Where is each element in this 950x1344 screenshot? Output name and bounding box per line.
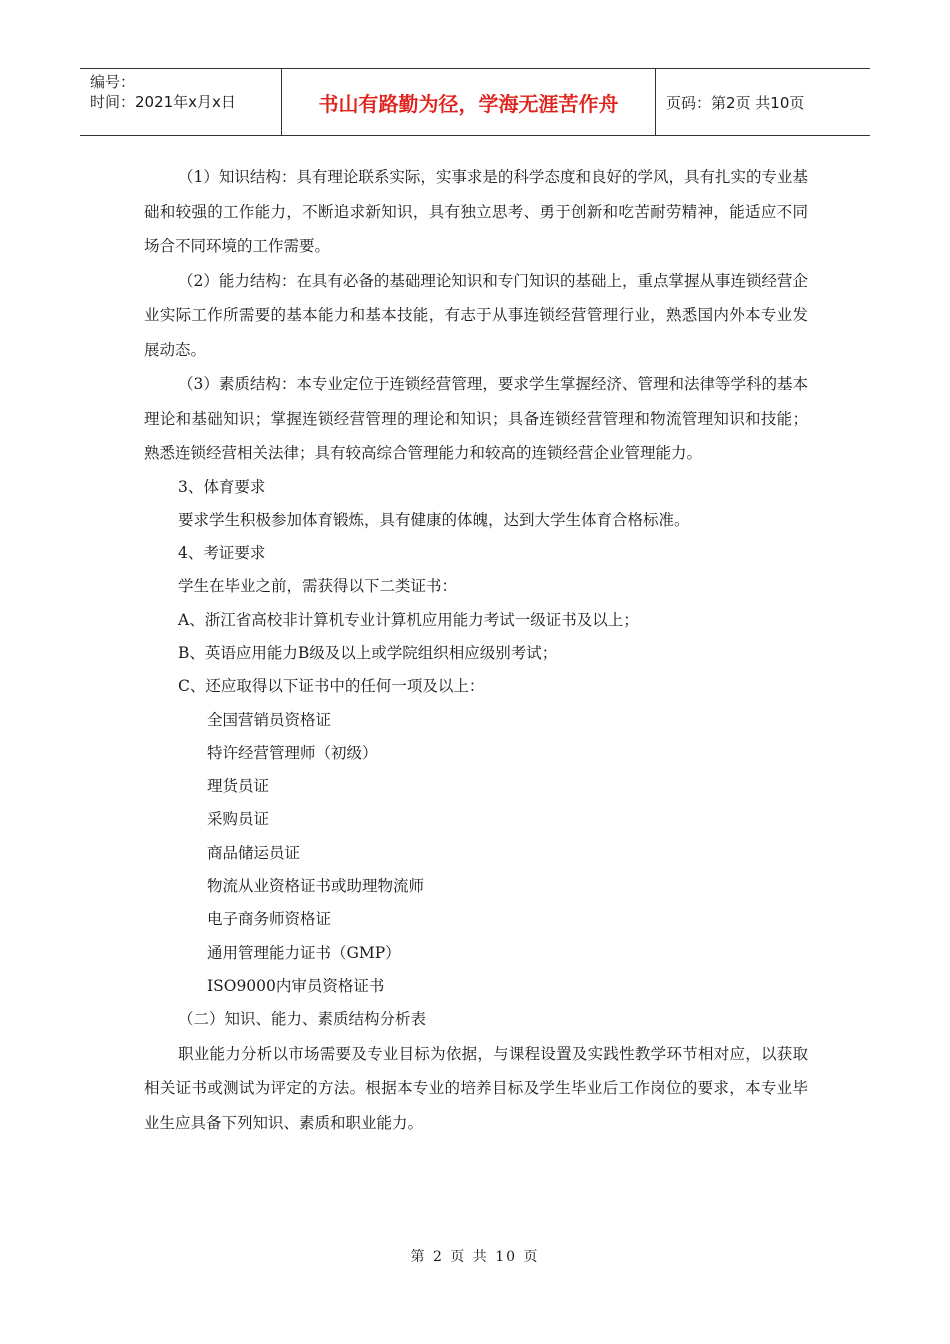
- header-page-info: 页码：第2页 共10页: [666, 93, 805, 112]
- document-body: [144, 160, 808, 1140]
- certificate-option: 理货员证: [207, 777, 270, 796]
- certificate-option: 通用管理能力证书（GMP）: [207, 943, 401, 962]
- certificate-option: 物流从业资格证书或助理物流师: [207, 877, 425, 896]
- paragraph-analysis: 职业能力分析以市场需要及专业目标为依据，与课程设置及实践性教学环节相对应，以获取相关证书或测试为评定的方法。根据本专业的培养目标及学生毕业后工作岗位的要求，本专业毕业生应具备下列知识、素质和职业能力。: [144, 1044, 808, 1132]
- page-header: [80, 68, 870, 136]
- paragraph-knowledge-structure: （1）知识结构：具有理论联系实际，实事求是的科学态度和良好的学风，具有扎实的专业基础和较强的工作能力，不断追求新知识，具有独立思考、勇于创新和吃苦耐劳精神，能适应不同场合不同环境的工作需要。: [144, 168, 808, 255]
- paragraph-quality-structure: （3）素质结构：本专业定位于连锁经营管理，要求学生掌握经济、管理和法律等学科的基本理论和基础知识；掌握连锁经营管理的理论和知识；具备连锁经营管理和物流管理知识和技能；熟悉连锁经营相关法律；具有较高综合管理能力和较高的连锁经营企业管理能力。: [144, 375, 808, 462]
- certificate-option: 商品储运员证: [207, 843, 301, 862]
- header-meta: [80, 69, 282, 135]
- page-footer: 第 2 页 共 10 页: [410, 1249, 540, 1265]
- certificate-option: 电子商务师资格证: [207, 910, 332, 929]
- paragraph-ability-structure: （2）能力结构：在具有必备的基础理论知识和专门知识的基础上，重点掌握从事连锁经营企业实际工作所需要的基本能力和基本技能，有志于从事连锁经营管理行业，熟悉国内外本专业发展动态。: [144, 271, 808, 359]
- heading-certificate-requirements: 4、考证要求: [178, 544, 266, 563]
- document-date: 时间：2021年x月x日: [90, 93, 236, 111]
- certificate-option: ISO9000内审员资格证书: [207, 976, 385, 995]
- heading-pe-requirements: 3、体育要求: [178, 477, 266, 496]
- certificate-item-c: C、还应取得以下证书中的任何一项及以上：: [178, 677, 485, 696]
- certificate-option: 采购员证: [207, 810, 270, 829]
- certificate-item-a: A、浙江省高校非计算机专业计算机应用能力考试一级证书及以上；: [178, 610, 639, 629]
- text-pe-requirements: 要求学生积极参加体育锻炼，具有健康的体魄，达到大学生体育合格标准。: [178, 510, 690, 529]
- certificate-option: 全国营销员资格证: [207, 710, 332, 729]
- text-certificate-intro: 学生在毕业之前，需获得以下二类证书：: [178, 577, 458, 596]
- certificate-option: 特许经营管理师（初级）: [207, 743, 378, 762]
- heading-analysis-table: （二）知识、能力、素质结构分析表: [178, 1010, 427, 1029]
- header-motto: 书山有路勤为径，学海无涯苦作舟: [282, 69, 656, 135]
- document-number-label: 编号：: [90, 73, 136, 91]
- certificate-item-b: B、英语应用能力B级及以上或学院组织相应级别考试；: [178, 643, 558, 662]
